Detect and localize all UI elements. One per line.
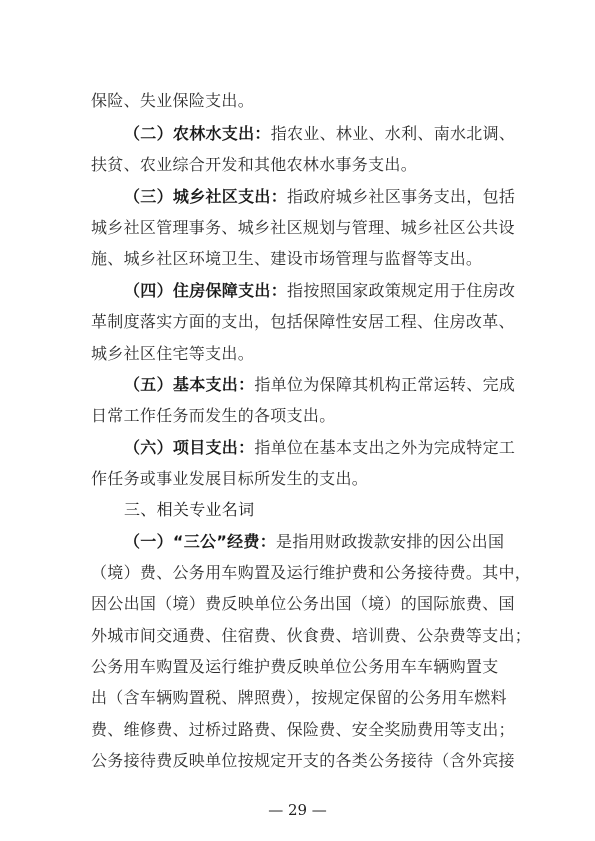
- body-text: 公务用车购置及运行维护费反映单位公务用车车辆购置支: [91, 657, 499, 676]
- body-text: 日常工作任务而发生的各项支出。: [91, 406, 336, 425]
- paragraph-line: [91, 626, 532, 646]
- section-heading-text: 三、相关专业名词: [124, 500, 255, 519]
- body-text: （境）费、公务用车购置及运行维护费和公务接待费。其中，: [91, 563, 532, 582]
- body-text: 指单位在基本支出之外为完成特定工: [254, 438, 516, 457]
- body-text: 因公出国（境）费反映单位公务出国（境）的国际旅费、国: [91, 594, 515, 613]
- body-text: 城乡社区管理事务、城乡社区规划与管理、城乡社区公共设: [91, 218, 515, 237]
- paragraph-line: [91, 312, 521, 332]
- paragraph-line: [91, 91, 521, 111]
- item-label: （三）城乡社区支出：: [124, 187, 288, 206]
- body-text: 指单位为保障其机构正常运转、完成: [254, 375, 516, 394]
- body-text: 革制度落实方面的支出，包括保障性安居工程、住房改革、: [91, 312, 515, 331]
- item-label: （四）住房保障支出：: [124, 281, 288, 300]
- paragraph-line: [91, 657, 521, 677]
- item-label: （六）项目支出：: [124, 438, 255, 457]
- item-label: （二）农林水支出：: [124, 124, 271, 143]
- paragraph-line: [91, 594, 521, 614]
- item-label: （五）基本支出：: [124, 375, 255, 394]
- body-text: 城乡社区住宅等支出。: [91, 344, 255, 363]
- paragraph-line: [124, 187, 554, 207]
- page-number: — 29 —: [268, 801, 327, 819]
- paragraph-line: [91, 344, 521, 364]
- paragraph-line: [91, 688, 521, 708]
- section-heading: [124, 500, 554, 520]
- paragraph-line: [91, 155, 521, 175]
- body-text: 外城市间交通费、住宿费、伙食费、培训费、公杂费等支出；: [91, 626, 532, 645]
- paragraph-line: [124, 375, 554, 395]
- body-text: 施、城乡社区环境卫生、建设市场管理与监督等支出。: [91, 249, 483, 268]
- paragraph-line: [91, 751, 521, 771]
- body-text: 是指用财政拨款安排的因公出国: [276, 532, 505, 551]
- body-text: 扶贫、农业综合开发和其他农林水事务支出。: [91, 155, 418, 174]
- paragraph-line: [91, 563, 532, 583]
- paragraph-line: [124, 281, 554, 301]
- paragraph-line: [91, 218, 521, 238]
- paragraph-line: [124, 124, 554, 144]
- paragraph-line: [124, 532, 554, 552]
- body-text: 出（含车辆购置税、牌照费），按规定保留的公务用车燃料: [91, 688, 507, 707]
- paragraph-line: [91, 249, 521, 269]
- body-text: 费、维修费、过桥过路费、保险费、安全奖励费用等支出；: [91, 720, 515, 739]
- body-text: 公务接待费反映单位按规定开支的各类公务接待（含外宾接: [91, 751, 515, 770]
- body-text: 保险、失业保险支出。: [91, 91, 255, 110]
- paragraph-line: [91, 469, 521, 489]
- body-text: 指政府城乡社区事务支出，包括: [287, 187, 516, 206]
- body-text: 指按照国家政策规定用于住房改: [287, 281, 516, 300]
- body-text: 作任务或事业发展目标所发生的支出。: [91, 469, 369, 488]
- paragraph-line: [91, 406, 521, 426]
- item-label: （一）“三公”经费：: [124, 532, 277, 551]
- paragraph-line: [91, 720, 521, 740]
- body-text: 指农业、林业、水利、南水北调、: [270, 124, 516, 143]
- paragraph-line: [124, 438, 554, 458]
